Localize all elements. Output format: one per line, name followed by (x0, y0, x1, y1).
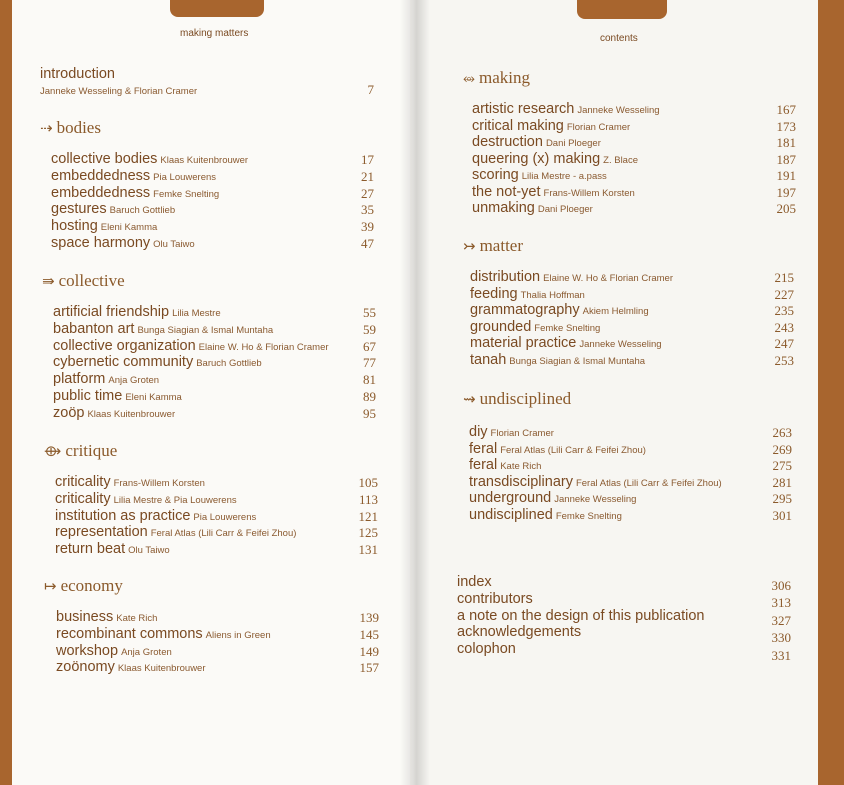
toc-entry-author: Dani Ploeger (537, 204, 593, 215)
toc-entry-title: embeddedness (51, 184, 151, 201)
toc-entry-author: Feral Atlas (Lili Carr & Feifei Zhou) (500, 444, 646, 456)
toc-entry-title: introduction (40, 66, 115, 82)
toc-entry-title: return beat (55, 541, 126, 558)
toc-entry (53, 354, 262, 372)
toc-entry-title: collective organization (53, 337, 196, 354)
toc-entry (55, 491, 237, 509)
running-head-left: making matters (180, 28, 249, 39)
bodies-arrow-icon: ⇢ (40, 119, 53, 137)
toc-entry-author: Frans-Willem Korsten (543, 187, 635, 199)
toc-entry-title: recombinant commons (56, 625, 203, 642)
toc-entry-author: Pia Louwerens (193, 511, 257, 523)
toc-entry (469, 507, 622, 525)
back-matter-title: contributors (457, 590, 533, 607)
toc-page-number: 47 (361, 236, 374, 251)
toc-page-number: 235 (774, 303, 794, 318)
toc-page-number: 121 (358, 508, 378, 524)
toc-entry-title: unmaking (472, 200, 535, 216)
toc-entry-author: Florian Cramer (490, 428, 554, 439)
toc-page-number: 35 (361, 202, 374, 218)
toc-entry (472, 134, 601, 152)
toc-entry (469, 457, 541, 475)
toc-entry (51, 201, 175, 219)
toc-page-number: 17 (361, 152, 374, 167)
toc-entry-author: Kate Rich (116, 613, 158, 624)
economy-heading-label: economy (60, 576, 123, 595)
making-heading-label: making (479, 68, 531, 87)
toc-entry-author: Elaine W. Ho & Florian Cramer (543, 273, 673, 284)
toc-page-number: 295 (772, 491, 792, 506)
toc-entry (55, 541, 170, 559)
back-matter-page-number: 313 (771, 595, 791, 611)
toc-entry (55, 474, 205, 492)
toc-entry-title: business (56, 609, 114, 625)
critique-arrow-icon: ⟴ (44, 442, 62, 460)
toc-entry-author: Femke Snelting (555, 510, 622, 522)
running-head-right: contents (600, 33, 638, 44)
toc-entry-title: institution as practice (55, 507, 191, 524)
back-matter-title: a note on the design of this publication (457, 607, 705, 624)
section-heading-critique (44, 441, 117, 461)
toc-entry-author: Anja Groten (121, 646, 172, 658)
toc-page-number: 227 (774, 286, 794, 302)
toc-entry-title: queering (x) making (472, 150, 601, 167)
section-heading-making (463, 68, 530, 88)
toc-entry-author: Z. Blace (603, 154, 639, 166)
toc-entry (53, 321, 273, 339)
toc-entry-author: Janneke Wesseling (579, 339, 662, 350)
toc-entry-author: Aliens in Green (205, 629, 271, 641)
toc-entry-title: destruction (472, 134, 543, 150)
toc-entry-author: Thalia Hoffman (520, 289, 585, 301)
section-heading-bodies (40, 118, 101, 138)
section-heading-economy (44, 576, 123, 596)
toc-entry-author: Anja Groten (108, 375, 160, 387)
toc-entry-title: feral (469, 457, 498, 473)
matter-arrow-icon: ↣ (463, 237, 476, 255)
book-gutter (400, 0, 430, 785)
toc-page-number: 281 (772, 474, 792, 490)
toc-entry-title: critical making (472, 117, 564, 134)
toc-entry-author: Olu Taiwo (128, 545, 170, 557)
toc-entry-title: zoöp (53, 404, 85, 421)
toc-entry-title: criticality (55, 490, 111, 507)
toc-page-number: 59 (363, 321, 376, 337)
toc-page-number: 105 (358, 475, 378, 490)
undisciplined-arrow-icon: ⇝ (463, 390, 476, 408)
collective-heading-label: collective (58, 271, 125, 290)
toc-entry-author: Baruch Gottlieb (109, 205, 176, 217)
toc-entry (53, 388, 182, 406)
toc-page-number: 253 (774, 352, 794, 368)
toc-page-number: 81 (363, 372, 376, 388)
section-heading-matter (463, 236, 523, 256)
toc-entry-author: Bunga Siagian & Ismal Muntaha (509, 355, 646, 367)
section-heading-collective (42, 271, 125, 291)
left-cover-edge (0, 0, 12, 785)
toc-entry (53, 371, 159, 389)
toc-entry-title: platform (53, 371, 106, 388)
toc-entry-author: Feral Atlas (Lili Carr & Feifei Zhou) (575, 477, 722, 489)
toc-page-number: 197 (776, 184, 796, 200)
toc-entry-author: Klaas Kuitenbrouwer (160, 155, 249, 166)
toc-page-number: 39 (361, 219, 374, 235)
toc-entry (469, 441, 646, 459)
toc-page-number: 95 (363, 405, 376, 421)
undisciplined-heading-label: undisciplined (479, 389, 572, 408)
toc-entry (472, 184, 635, 202)
toc-page-number: 89 (363, 389, 376, 404)
toc-entry-title: underground (469, 490, 552, 506)
back-matter-title: index (457, 574, 492, 590)
toc-entry-author: Janneke Wesseling & Florian Cramer (40, 86, 198, 97)
toc-entry (51, 168, 216, 186)
toc-entry-title: feral (469, 440, 498, 457)
toc-entry (53, 304, 221, 322)
right-cover-edge (818, 0, 844, 785)
toc-page-number: 243 (774, 319, 794, 335)
toc-entry-title: hosting (51, 218, 98, 235)
toc-entry (53, 405, 175, 423)
bodies-heading-label: bodies (56, 118, 101, 137)
back-matter-title: acknowledgements (457, 624, 582, 641)
section-heading-undisciplined (463, 389, 571, 409)
toc-entry (56, 659, 206, 677)
toc-entry-title: undisciplined (469, 506, 553, 523)
toc-page-number: 77 (363, 355, 376, 371)
toc-entry (470, 352, 645, 370)
toc-entry-title: artificial friendship (53, 304, 170, 320)
toc-entry (472, 167, 607, 185)
toc-entry-title: the not-yet (472, 183, 541, 200)
toc-entry-title: diy (469, 424, 488, 440)
toc-entry-author: Femke Snelting (153, 188, 220, 200)
toc-entry-title: babanton art (53, 320, 135, 337)
toc-entry-author: Frans-Willem Korsten (113, 478, 205, 489)
toc-entry (470, 302, 649, 320)
toc-entry-title: public time (53, 388, 123, 404)
toc-page-number: 187 (776, 151, 796, 167)
toc-page-number: 21 (361, 168, 374, 184)
toc-page-number: 157 (359, 660, 379, 676)
toc-entry (470, 335, 662, 353)
toc-page-number: 27 (361, 185, 374, 201)
toc-entry (55, 524, 296, 542)
toc-page-number: 263 (772, 425, 792, 440)
toc-entry (55, 508, 256, 526)
toc-entry-author: Kate Rich (500, 461, 542, 472)
toc-page-number: 247 (774, 336, 794, 351)
critique-heading-label: critique (65, 441, 118, 460)
toc-page-number: 145 (359, 626, 379, 642)
toc-entry (470, 286, 585, 304)
back-matter-title: colophon (457, 641, 516, 658)
toc-entry-author: Janneke Wesseling (554, 494, 637, 505)
toc-entry-author: Lilia Mestre - a.pass (521, 171, 607, 182)
toc-page-number: 125 (358, 525, 378, 541)
back-matter-page-number: 331 (771, 647, 791, 663)
toc-entry (470, 269, 673, 287)
toc-entry (51, 235, 195, 253)
toc-entry (472, 151, 638, 169)
toc-entry-title: scoring (472, 167, 519, 183)
toc-entry (472, 101, 660, 119)
toc-entry-title: distribution (470, 269, 541, 285)
toc-entry (56, 609, 157, 627)
toc-entry (51, 218, 157, 236)
toc-page-number: 181 (776, 135, 796, 150)
toc-entry-author: Lilia Mestre (172, 308, 221, 319)
toc-entry (469, 474, 722, 492)
toc-entry-title: representation (55, 524, 148, 541)
toc-entry-title: cybernetic community (53, 354, 194, 371)
toc-page-number: 167 (776, 102, 796, 117)
making-arrow-icon: ⥈ (463, 69, 476, 87)
toc-page-number: 139 (359, 610, 379, 625)
toc-entry-title: grounded (470, 318, 532, 335)
toc-entry-title: transdisciplinary (469, 473, 573, 490)
toc-entry-author: Pia Louwerens (153, 171, 217, 183)
back-matter-page-number: 327 (771, 612, 791, 628)
toc-entry-author: Feral Atlas (Lili Carr & Feifei Zhou) (150, 528, 297, 540)
back-matter-page-number: 306 (771, 578, 791, 593)
bookmark-tab-left (170, 0, 264, 17)
toc-entry (53, 338, 329, 356)
toc-entry-title: criticality (55, 474, 111, 490)
toc-page-number: 301 (772, 507, 792, 523)
toc-entry-author: Dani Ploeger (545, 138, 601, 149)
toc-page-number: 269 (772, 441, 792, 457)
toc-entry-author: Bunga Siagian & Ismal Muntaha (137, 324, 274, 336)
toc-entry-title: tanah (470, 351, 507, 368)
toc-entry-title: gestures (51, 201, 107, 218)
toc-entry (51, 151, 248, 169)
toc-entry-title: material practice (470, 335, 577, 351)
toc-page-number: 55 (363, 305, 376, 320)
toc-entry-author: Olu Taiwo (153, 239, 195, 250)
toc-page-number: 191 (776, 168, 796, 183)
toc-page-number: 113 (358, 491, 378, 507)
toc-entry-author: Janneke Wesseling (577, 105, 660, 116)
toc-entry (472, 200, 593, 218)
toc-entry-title: grammatography (470, 302, 580, 318)
toc-entry-author: Femke Snelting (534, 322, 601, 334)
toc-entry-author: Klaas Kuitenbrouwer (117, 663, 206, 675)
toc-entry (51, 185, 219, 203)
toc-entry-title: embeddedness (51, 167, 151, 184)
collective-arrow-icon: ⇛ (42, 272, 55, 290)
toc-entry-author: Elaine W. Ho & Florian Cramer (198, 341, 329, 353)
toc-page-number: 67 (363, 338, 376, 354)
toc-entry-author: Baruch Gottlieb (196, 358, 262, 370)
toc-entry (469, 424, 554, 442)
toc-entry-author: Akiem Helmling (582, 306, 649, 317)
economy-arrow-icon: ↦ (44, 577, 57, 595)
toc-page-number: 131 (358, 542, 378, 558)
back-matter-page-number: 330 (771, 630, 791, 646)
toc-entry-title: feeding (470, 285, 518, 302)
toc-entry-author: Klaas Kuitenbrouwer (87, 408, 176, 420)
toc-entry (472, 118, 630, 136)
toc-entry-title: zoönomy (56, 659, 115, 676)
toc-entry (469, 490, 636, 508)
toc-entry (56, 643, 172, 661)
toc-entry-author: Florian Cramer (566, 121, 631, 133)
toc-entry (56, 626, 271, 644)
toc-entry-title: workshop (56, 642, 119, 659)
matter-heading-label: matter (479, 236, 523, 255)
toc-entry-author: Eleni Kamma (125, 392, 182, 403)
toc-entry-title: collective bodies (51, 151, 158, 167)
toc-page-number: 7 (367, 82, 374, 97)
toc-entry-title: space harmony (51, 235, 151, 251)
toc-page-number: 173 (776, 118, 796, 134)
toc-entry-author: Eleni Kamma (100, 222, 158, 234)
bookmark-tab-right (577, 0, 667, 19)
toc-page-number: 205 (776, 201, 796, 216)
toc-entry-title: artistic research (472, 101, 575, 117)
toc-entry (470, 319, 600, 337)
toc-entry-author: Lilia Mestre & Pia Louwerens (113, 494, 237, 506)
toc-page-number: 149 (359, 643, 379, 659)
toc-page-number: 215 (774, 270, 794, 285)
toc-page-number: 275 (772, 458, 792, 473)
